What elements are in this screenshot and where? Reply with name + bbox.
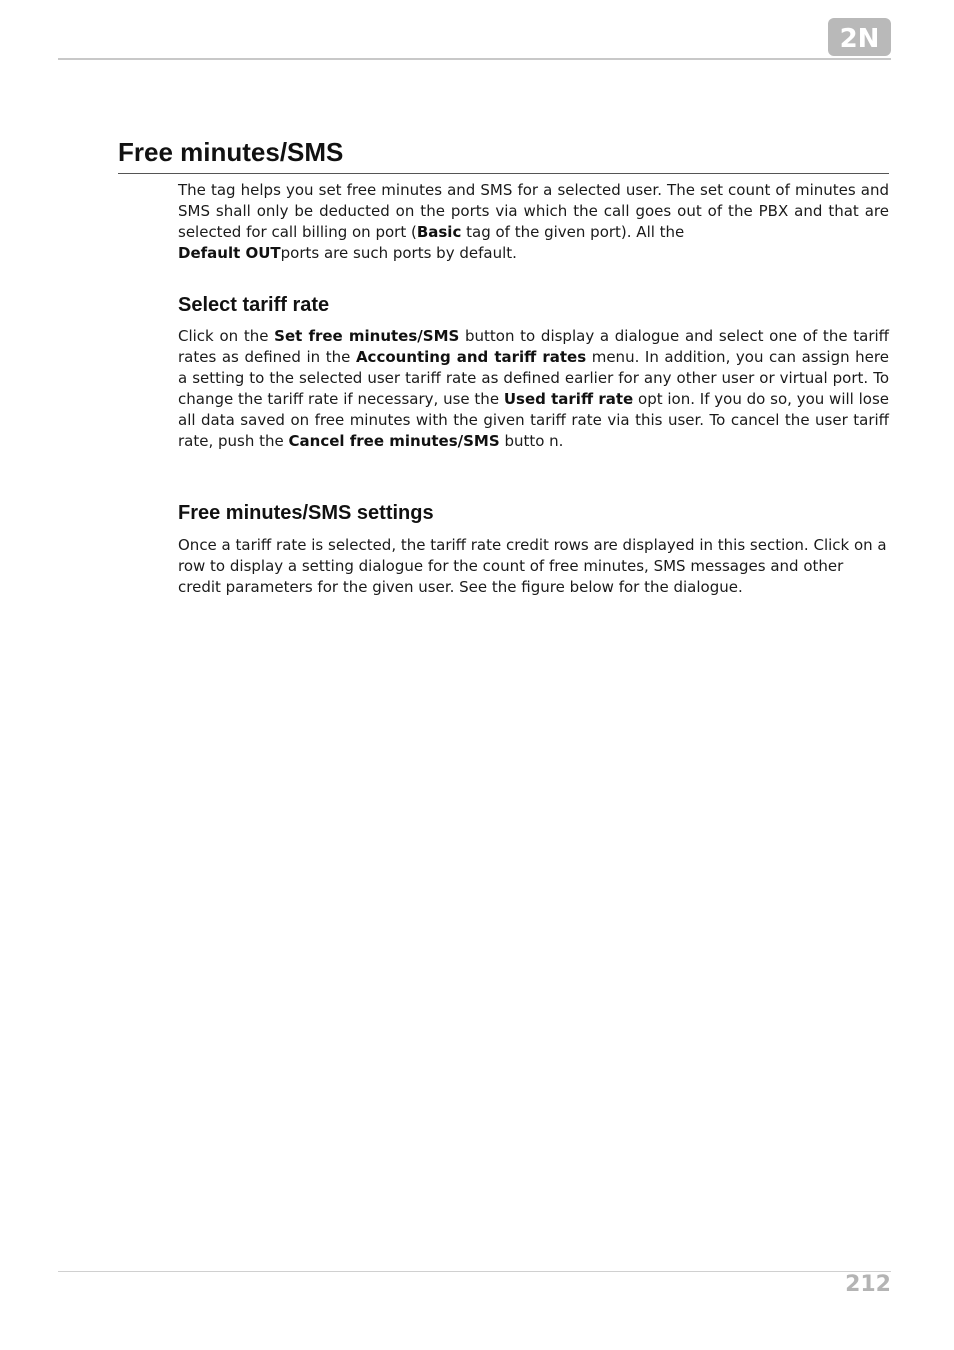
logo-text: 2N	[839, 24, 880, 54]
footer-divider	[58, 1271, 891, 1272]
page-number: 212	[845, 1272, 891, 1297]
select-tariff-heading: Select tariff rate	[178, 294, 330, 316]
settings-paragraph: Once a tariff rate is selected, the tariff rate credit rows are displayed in this section. Click on a row to display a setting dialogue for the count of free minutes, SMS messages and other credit parameters for the given user. See the figure below for the dialogue.	[178, 536, 887, 596]
2n-logo	[828, 18, 891, 56]
settings-heading: Free minutes/SMS settings	[178, 502, 434, 524]
page-title: Free minutes/SMS	[118, 136, 889, 174]
select-tariff-paragraph: Click on the Set free minutes/SMS button to display a dialogue and select one of the tariff rates as defined in the Accounting and tariff rates menu. In addition, you can assign here a setting to the selected user tariff rate as defined earlier for any other user or virtual port. To change the tariff rate if necessary, use the Used tariff rate opt ion. If you do so, you will lose all data saved on free minutes with the given tariff rate via this user. To cancel the user tariff rate, push the Cancel free minutes/SMS butto n.	[178, 327, 890, 450]
header-divider	[58, 58, 891, 60]
intro-paragraph: The tag helps you set free minutes and SMS for a selected user. The set count of minutes and SMS shall only be deducted on the ports via which the call goes out of the PBX and that are selected for call billing on port (Basic tag of the given port). All the Default OUTports are such ports by default.	[178, 181, 889, 262]
